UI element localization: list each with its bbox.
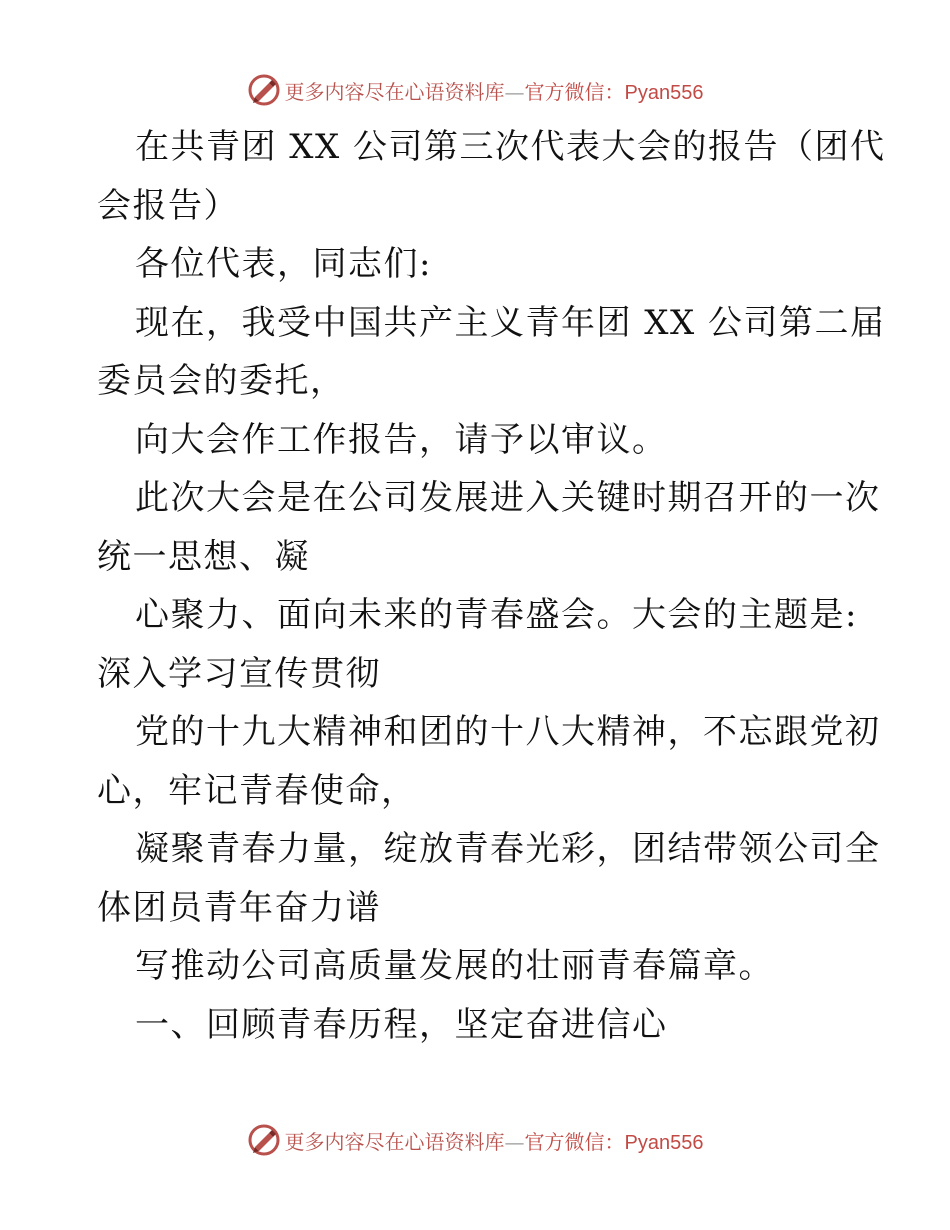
header-watermark <box>0 72 950 108</box>
section-heading: 一、回顾青春历程，坚定奋进信心 <box>135 1004 668 1045</box>
title-line-2: 会报告） <box>97 185 239 226</box>
pen-heart-logo-icon <box>247 1123 281 1157</box>
watermark-wechat-label: 官方微信： <box>524 79 625 104</box>
footer-watermark <box>0 1122 950 1158</box>
watermark-wechat-id: Pyan556 <box>624 1131 704 1154</box>
watermark-separator: — <box>504 1129 525 1154</box>
paragraph-line: 现在，我受中国共产主义青年团 XX 公司第二届 <box>135 302 886 343</box>
paragraph-line: 向大会作工作报告，请予以审议。 <box>135 419 668 460</box>
paragraph-line: 此次大会是在公司发展进入关键时期召开的一次 <box>135 478 881 518</box>
watermark-text <box>285 1126 704 1155</box>
watermark-text <box>285 76 704 105</box>
paragraph-line: 心，牢记青春使命， <box>97 770 417 811</box>
paragraph-line: 凝聚青春力量，绽放青春光彩，团结带领公司全 <box>135 829 881 869</box>
paragraph-line: 统一思想、凝 <box>97 536 310 577</box>
paragraph-line: 委员会的委托， <box>97 361 346 401</box>
paragraph-line: 体团员青年奋力谱 <box>97 887 381 928</box>
watermark-wechat-label: 官方微信： <box>524 1129 625 1154</box>
watermark-wechat-id: Pyan556 <box>624 81 704 104</box>
title-line-1: 在共青团 XX 公司第三次代表大会的报告（团代 <box>135 127 886 167</box>
salutation: 各位代表，同志们: <box>135 244 432 284</box>
paragraph-line: 党的十九大精神和团的十八大精神，不忘跟党初 <box>135 712 881 752</box>
watermark-brand: 更多内容尽在心语资料库 <box>284 79 505 104</box>
document-body <box>97 118 886 1054</box>
paragraph-line: 心聚力、面向未来的青春盛会。大会的主题是: <box>135 595 858 635</box>
paragraph-line: 写推动公司高质量发展的壮丽青春篇章。 <box>135 946 774 986</box>
paragraph-line: 深入学习宣传贯彻 <box>97 653 381 694</box>
watermark-brand: 更多内容尽在心语资料库 <box>284 1129 505 1154</box>
watermark-separator: — <box>504 79 525 104</box>
pen-heart-logo-icon <box>247 73 281 107</box>
